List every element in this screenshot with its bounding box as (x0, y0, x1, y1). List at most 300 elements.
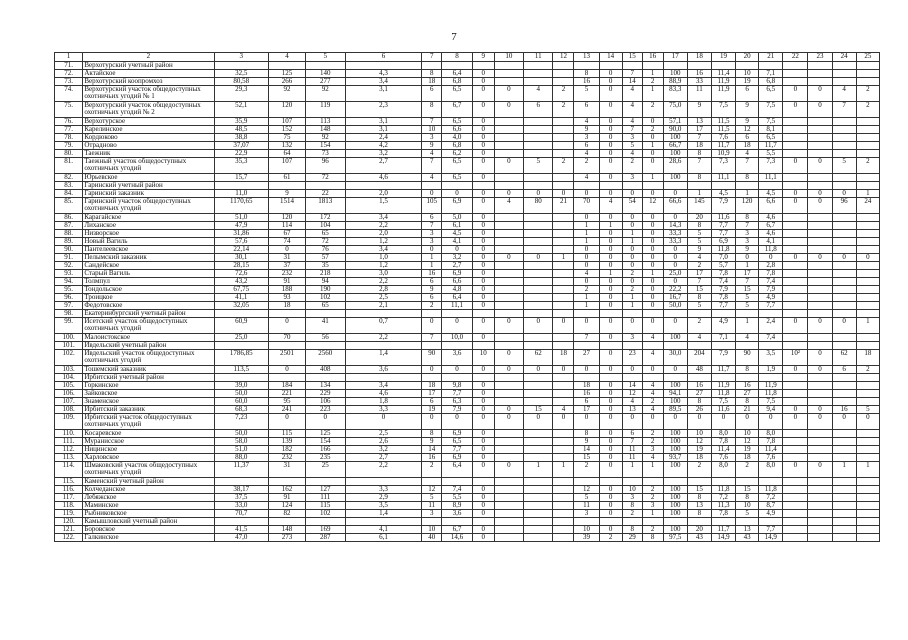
row-number: 86. (55, 214, 83, 222)
value-cell: 3,2 (345, 446, 422, 454)
value-cell: 0 (622, 262, 642, 270)
value-cell (494, 182, 523, 190)
page-number: 7 (451, 31, 457, 43)
value-cell: 25 (305, 462, 345, 478)
value-cell: 6,2 (442, 150, 472, 158)
value-cell: 0 (599, 350, 622, 366)
value-cell: 0 (599, 214, 622, 222)
area-name: Малоистокское (83, 334, 214, 342)
value-cell: 8 (687, 398, 711, 406)
value-cell: 120 (269, 214, 306, 222)
value-cell (783, 334, 808, 342)
value-cell (214, 310, 269, 318)
value-cell: 11,8 (759, 486, 783, 494)
value-cell (442, 374, 472, 382)
value-cell (783, 134, 808, 142)
value-cell: 2,5 (345, 294, 422, 302)
value-cell: 184 (269, 382, 306, 390)
value-cell: 4,3 (345, 70, 422, 78)
value-cell: 229 (305, 390, 345, 398)
value-cell: 4 (642, 390, 663, 398)
value-cell (553, 494, 574, 502)
value-cell (524, 70, 553, 78)
value-cell: 11,7 (711, 526, 735, 534)
value-cell: 4 (622, 118, 642, 126)
value-cell: 0 (599, 150, 622, 158)
value-cell (442, 342, 472, 350)
value-cell: 0 (472, 150, 494, 158)
table-row (55, 278, 880, 286)
value-cell: 7,8 (711, 438, 735, 446)
table-row (55, 502, 880, 510)
value-cell: 11,5 (711, 118, 735, 126)
value-cell (553, 238, 574, 246)
value-cell: 0 (472, 438, 494, 446)
value-cell: 2 (622, 270, 642, 278)
area-name: Боровское (83, 526, 214, 534)
value-cell (214, 374, 269, 382)
value-cell: 19 (422, 406, 442, 414)
area-name: Гаринский заказник (83, 190, 214, 198)
row-number: 117. (55, 494, 83, 502)
value-cell: 2560 (305, 350, 345, 366)
value-cell: 7 (736, 158, 759, 174)
value-cell (832, 310, 856, 318)
value-cell: 0 (642, 366, 663, 374)
value-cell: 52,1 (214, 102, 269, 118)
table-row (55, 102, 880, 118)
row-number: 81. (55, 158, 83, 174)
value-cell: 4,1 (442, 238, 472, 246)
value-cell: 18 (553, 350, 574, 366)
value-cell: 0 (808, 366, 832, 374)
value-cell: 88,9 (663, 78, 687, 86)
table-row (55, 318, 880, 334)
value-cell: 0 (663, 318, 687, 334)
value-cell (305, 518, 345, 526)
value-cell: 2 (642, 78, 663, 86)
value-cell (783, 478, 808, 486)
value-cell: 35,9 (214, 118, 269, 126)
value-cell: 6,6 (442, 278, 472, 286)
value-cell: 0 (599, 286, 622, 294)
value-cell (759, 342, 783, 350)
value-cell: 15 (574, 454, 599, 462)
value-cell (345, 478, 422, 486)
value-cell: 5 (687, 230, 711, 238)
value-cell (553, 510, 574, 518)
value-cell: 4,5 (442, 230, 472, 238)
value-cell (524, 534, 553, 542)
value-cell: 16 (422, 454, 442, 462)
value-cell: 0 (832, 190, 856, 198)
value-cell: 2 (642, 494, 663, 502)
value-cell (832, 126, 856, 134)
value-cell: 12 (574, 486, 599, 494)
value-cell: 4 (422, 150, 442, 158)
value-cell (808, 182, 832, 190)
value-cell: 7,3 (759, 158, 783, 174)
value-cell (524, 286, 553, 294)
value-cell: 0 (808, 462, 832, 478)
value-cell (622, 478, 642, 486)
value-cell: 1 (622, 294, 642, 302)
value-cell: 0 (759, 414, 783, 430)
value-cell: 2,2 (345, 222, 422, 230)
value-cell: 0 (494, 158, 523, 174)
value-cell: 0 (599, 430, 622, 438)
value-cell (759, 182, 783, 190)
value-cell (783, 142, 808, 150)
value-cell: 0 (524, 366, 553, 374)
value-cell: 0 (599, 142, 622, 150)
value-cell: 6,5 (442, 118, 472, 126)
row-number: 112. (55, 446, 83, 454)
value-cell: 0 (599, 406, 622, 414)
value-cell (524, 526, 553, 534)
value-cell: 22,2 (663, 286, 687, 294)
value-cell (808, 390, 832, 398)
column-number: 24 (832, 53, 856, 62)
value-cell: 100 (663, 486, 687, 494)
value-cell: 0 (808, 102, 832, 118)
value-cell: 6,9 (442, 454, 472, 462)
value-cell: 0 (599, 230, 622, 238)
value-cell: 4 (599, 198, 622, 214)
row-number: 109. (55, 414, 83, 430)
value-cell: 2 (687, 262, 711, 270)
value-cell: 7,9 (711, 286, 735, 294)
value-cell: 14,9 (711, 534, 735, 542)
value-cell: 134 (305, 382, 345, 390)
value-cell: 83,3 (663, 86, 687, 102)
value-cell (856, 294, 879, 302)
value-cell: 8,1 (759, 126, 783, 134)
value-cell: 24 (856, 198, 879, 214)
value-cell: 2,0 (345, 190, 422, 198)
value-cell (494, 494, 523, 502)
value-cell: 0 (622, 246, 642, 254)
value-cell: 70,7 (214, 510, 269, 518)
value-cell: 0 (663, 254, 687, 262)
value-cell: 1 (599, 270, 622, 278)
value-cell (808, 534, 832, 542)
value-cell: 7,8 (759, 270, 783, 278)
value-cell (214, 62, 269, 70)
value-cell: 7,7 (711, 302, 735, 310)
value-cell: 0 (832, 318, 856, 334)
row-number: 90. (55, 246, 83, 254)
value-cell (832, 486, 856, 494)
value-cell: 6,5 (442, 86, 472, 102)
value-cell: 7,6 (711, 134, 735, 142)
value-cell: 7 (422, 118, 442, 126)
value-cell: 0 (574, 246, 599, 254)
value-cell (808, 518, 832, 526)
row-number: 100. (55, 334, 83, 342)
value-cell: 72,6 (214, 270, 269, 278)
area-name: Таежник (83, 150, 214, 158)
value-cell: 1 (622, 462, 642, 478)
value-cell: 0 (663, 278, 687, 286)
value-cell (856, 118, 879, 126)
value-cell: 17 (687, 126, 711, 134)
value-cell: 31,86 (214, 230, 269, 238)
section-row (55, 310, 880, 318)
value-cell: 2 (642, 102, 663, 118)
value-cell: 15 (687, 286, 711, 294)
value-cell (553, 342, 574, 350)
row-number: 73. (55, 78, 83, 86)
value-cell: 0 (622, 366, 642, 374)
value-cell (856, 70, 879, 78)
value-cell: 7,8 (759, 438, 783, 446)
value-cell: 0 (472, 86, 494, 102)
value-cell: 26 (687, 406, 711, 414)
value-cell: 0 (622, 278, 642, 286)
value-cell: 67,75 (214, 286, 269, 294)
value-cell: 54 (622, 198, 642, 214)
value-cell: 0 (472, 142, 494, 150)
value-cell: 4,1 (759, 238, 783, 246)
value-cell: 0,7 (345, 318, 422, 334)
value-cell (494, 270, 523, 278)
value-cell: 35 (305, 262, 345, 270)
value-cell (783, 118, 808, 126)
value-cell: 0 (422, 366, 442, 374)
value-cell (832, 134, 856, 142)
value-cell: 6,4 (442, 70, 472, 78)
value-cell (642, 62, 663, 70)
value-cell (553, 222, 574, 230)
value-cell: 96 (832, 198, 856, 214)
value-cell: 1,4 (345, 350, 422, 366)
value-cell: 7,6 (759, 454, 783, 462)
value-cell: 0 (783, 462, 808, 478)
value-cell: 6 (574, 102, 599, 118)
value-cell: 11,3 (711, 502, 735, 510)
value-cell: 32,05 (214, 302, 269, 310)
row-number: 102. (55, 350, 83, 366)
row-number: 75. (55, 102, 83, 118)
value-cell (524, 142, 553, 150)
value-cell (856, 334, 879, 342)
value-cell (524, 134, 553, 142)
value-cell (832, 502, 856, 510)
value-cell (856, 302, 879, 310)
value-cell (832, 70, 856, 78)
value-cell (832, 398, 856, 406)
value-cell (422, 518, 442, 526)
value-cell: 287 (305, 534, 345, 542)
value-cell (553, 70, 574, 78)
value-cell: 9 (687, 246, 711, 254)
value-cell: 0 (472, 390, 494, 398)
value-cell: 39,0 (214, 382, 269, 390)
district-name: Екатеринбургский учетный район (83, 310, 214, 318)
value-cell (856, 78, 879, 86)
value-cell (553, 62, 574, 70)
value-cell (783, 494, 808, 502)
value-cell (553, 390, 574, 398)
value-cell: 2 (422, 302, 442, 310)
value-cell: 0 (472, 158, 494, 174)
row-number: 95. (55, 286, 83, 294)
value-cell: 100 (663, 502, 687, 510)
value-cell: 25,0 (214, 334, 269, 342)
value-cell: 11 (622, 454, 642, 462)
value-cell: 0 (687, 414, 711, 430)
value-cell: 169 (305, 526, 345, 534)
table-row (55, 286, 880, 294)
value-cell (832, 142, 856, 150)
value-cell: 11 (574, 502, 599, 510)
value-cell: 5 (736, 302, 759, 310)
value-cell: 154 (305, 142, 345, 150)
area-name: Ивдельский участок общедоступных охотничьих угодий (83, 350, 214, 366)
value-cell (856, 214, 879, 222)
value-cell: 9 (574, 126, 599, 134)
value-cell: 0 (783, 254, 808, 262)
value-cell: 0 (494, 350, 523, 366)
value-cell (345, 342, 422, 350)
value-cell: 3 (422, 238, 442, 246)
row-number: 101. (55, 342, 83, 350)
value-cell: 0 (599, 190, 622, 198)
value-cell: 18 (856, 350, 879, 366)
value-cell (808, 342, 832, 350)
value-cell: 92 (269, 86, 306, 102)
value-cell (832, 238, 856, 246)
table-row (55, 526, 880, 534)
value-cell (783, 510, 808, 518)
value-cell (856, 230, 879, 238)
value-cell: 0 (472, 462, 494, 478)
value-cell: 0 (472, 230, 494, 238)
value-cell: 92 (305, 134, 345, 142)
value-cell: 0 (472, 454, 494, 462)
value-cell (599, 478, 622, 486)
value-cell (856, 398, 879, 406)
value-cell: 21 (553, 198, 574, 214)
value-cell: 0 (642, 318, 663, 334)
value-cell: 1 (574, 294, 599, 302)
value-cell (856, 478, 879, 486)
row-number: 121. (55, 526, 83, 534)
value-cell: 0 (472, 254, 494, 262)
value-cell: 0 (574, 254, 599, 262)
table-row (55, 214, 880, 222)
value-cell: 33,0 (214, 502, 269, 510)
value-cell (269, 374, 306, 382)
value-cell (808, 486, 832, 494)
table-row (55, 118, 880, 126)
value-cell: 0 (808, 190, 832, 198)
column-number: 2 (83, 53, 214, 62)
value-cell (494, 342, 523, 350)
value-cell: 232 (269, 270, 306, 278)
value-cell: 114 (269, 222, 306, 230)
table-row (55, 222, 880, 230)
value-cell: 43,2 (214, 278, 269, 286)
value-cell: 61 (269, 174, 306, 182)
value-cell: 11,1 (759, 174, 783, 182)
value-cell: 7 (574, 334, 599, 342)
value-cell: 4 (642, 406, 663, 414)
value-cell: 29,3 (214, 86, 269, 102)
value-cell: 16 (687, 382, 711, 390)
value-cell (622, 374, 642, 382)
value-cell: 100 (663, 494, 687, 502)
value-cell: 2 (642, 438, 663, 446)
area-name: Галкинское (83, 534, 214, 542)
table-row (55, 534, 880, 542)
value-cell (856, 286, 879, 294)
table-row (55, 86, 880, 102)
value-cell: 0 (783, 318, 808, 334)
area-name: Верхотурский участок общедоступных охотничьих угодий № 2 (83, 102, 214, 118)
value-cell: 14 (622, 78, 642, 86)
row-number: 85. (55, 198, 83, 214)
value-cell (663, 478, 687, 486)
value-cell (524, 118, 553, 126)
column-number: 8 (442, 53, 472, 62)
value-cell: 0 (642, 222, 663, 230)
value-cell: 0 (269, 318, 306, 334)
value-cell (856, 534, 879, 542)
value-cell: 1 (574, 302, 599, 310)
value-cell (553, 454, 574, 462)
value-cell (553, 214, 574, 222)
value-cell (524, 502, 553, 510)
row-number: 82. (55, 174, 83, 182)
value-cell: 2 (599, 534, 622, 542)
value-cell (711, 62, 735, 70)
column-number: 10 (494, 53, 523, 62)
row-number: 91. (55, 254, 83, 262)
value-cell (442, 62, 472, 70)
value-cell: 7,7 (442, 390, 472, 398)
value-cell (442, 518, 472, 526)
area-name: Федотовское (83, 302, 214, 310)
value-cell: 7 (422, 222, 442, 230)
column-number: 16 (642, 53, 663, 62)
value-cell (808, 238, 832, 246)
value-cell: 8,7 (759, 502, 783, 510)
area-name: Верхотурский участок общедоступных охотничьих угодий № 1 (83, 86, 214, 102)
table-row (55, 494, 880, 502)
value-cell (832, 510, 856, 518)
value-cell: 2,6 (345, 438, 422, 446)
value-cell: 0 (783, 406, 808, 414)
value-cell: 3,5 (345, 502, 422, 510)
value-cell: 16 (736, 382, 759, 390)
value-cell: 100 (663, 526, 687, 534)
value-cell: 0 (642, 246, 663, 254)
value-cell (856, 374, 879, 382)
row-number: 80. (55, 150, 83, 158)
district-name: Гаринский учетный район (83, 182, 214, 190)
value-cell (599, 310, 622, 318)
table-row (55, 414, 880, 430)
row-number: 98. (55, 310, 83, 318)
value-cell: 0 (472, 398, 494, 406)
value-cell (808, 150, 832, 158)
value-cell (832, 390, 856, 398)
value-cell: 2,9 (345, 494, 422, 502)
table-row (55, 398, 880, 406)
value-cell: 3 (622, 494, 642, 502)
